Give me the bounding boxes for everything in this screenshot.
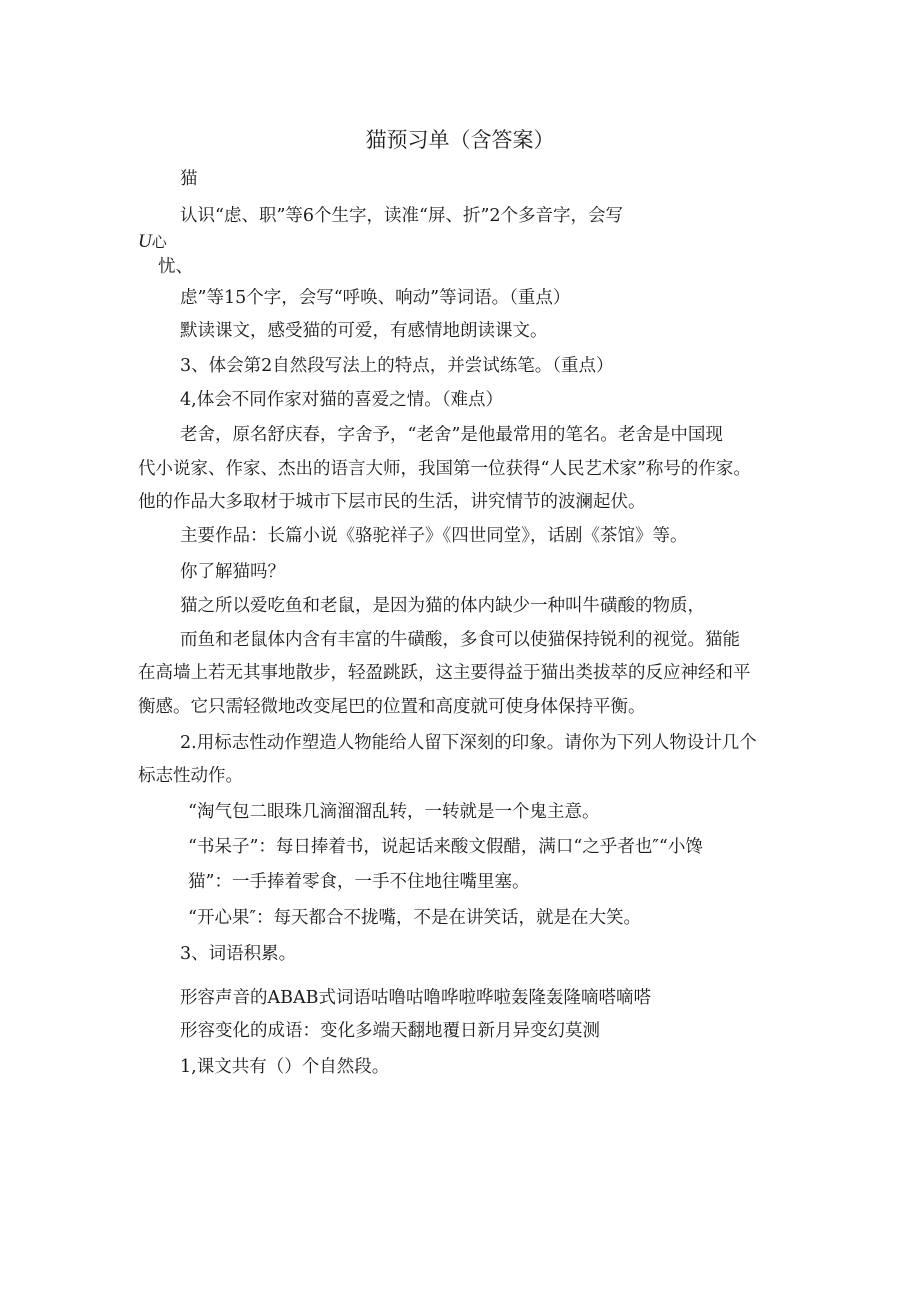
objective-4-text: 4,体会不同作家对猫的喜爱之情。（难点） bbox=[180, 390, 503, 410]
objective-1-word: 忧、 bbox=[158, 257, 193, 277]
word-idioms: 形容变化的成语：变化多端天翻地覆日新月异变幻莫测 bbox=[180, 1021, 600, 1041]
cat-fact-line-3: 在高墙上若无其事地散步，轻盈跳跃，这主要得益于猫出类拔萃的反应神经和平 bbox=[138, 663, 751, 683]
subtitle-cat: 猫 bbox=[180, 169, 198, 189]
cat-fact-line-1: 猫之所以爱吃鱼和老鼠，是因为猫的体内缺少一种叫牛磺酸的物质， bbox=[180, 596, 705, 616]
question-1: 1,课文共有（）个自然段。 bbox=[180, 1057, 390, 1077]
cat-fact-line-2: 而鱼和老鼠体内含有丰富的牛磺酸，多食可以使猫保持锐利的视觉。猫能 bbox=[180, 630, 740, 650]
task-3-heading: 3、词语积累。 bbox=[180, 944, 297, 964]
example-naughty: “淘气包二眼珠几滴溜溜乱转，一转就是一个鬼主意。 bbox=[188, 802, 600, 822]
page-title: 猫预习单（含答案） bbox=[365, 128, 555, 152]
word-sounds: 形容声音的ABAB式词语咕噜咕噜哗啦哗啦轰隆轰隆嘀嗒嘀嗒 bbox=[180, 988, 651, 1008]
stray-glyph: U心 bbox=[138, 231, 167, 252]
question-heading: 你了解猫吗？ bbox=[180, 562, 285, 582]
author-works: 主要作品：长篇小说《骆驼祥子》《四世同堂》，话剧《茶馆》等。 bbox=[180, 526, 688, 546]
objective-1-cont: 虑”等15个字，会写“呼唤、响动”等词语。（重点） bbox=[180, 288, 571, 308]
example-bookworm: “书呆子”：每日捧着书，说起话来酸文假醋，满口“之乎者也″“小馋 bbox=[188, 837, 703, 857]
cat-fact-line-4: 衡感。它只需轻微地改变尾巴的位置和高度就可使身体保持平衡。 bbox=[138, 697, 646, 717]
author-bio-line-2: 代小说家、作家、杰出的语言大师，我国第一位获得“人民艺术家”称号的作家。 bbox=[138, 459, 751, 479]
author-bio-line-3: 他的作品大多取材于城市下层市民的生活，讲究情节的波澜起伏。 bbox=[138, 492, 646, 512]
author-bio-line-1: 老舍，原名舒庆春，字舍予，“老舍”是他最常用的笔名。老舍是中国现 bbox=[180, 425, 723, 445]
task-2-line-2: 标志性动作。 bbox=[138, 766, 243, 786]
objective-2-text: 默读课文，感受猫的可爱，有感情地朗读课文。 bbox=[180, 321, 548, 341]
task-2-line-1: 2.用标志性动作塑造人物能给人留下深刻的印象。请你为下列人物设计几个 bbox=[180, 733, 757, 753]
objective-1-text: 认识“虑、职”等6个生字，读准“屏、折”2个多音字，会写 bbox=[180, 206, 624, 226]
example-greedy-cat: 猫”：一手捧着零食，一手不住地往嘴里塞。 bbox=[188, 872, 530, 892]
example-happy: “开心果″：每天都合不拢嘴，不是在讲笑话，就是在大笑。 bbox=[188, 908, 641, 928]
objective-3-text: 3、体会第2自然段写法上的特点，并尝试练笔。（重点） bbox=[180, 356, 614, 376]
